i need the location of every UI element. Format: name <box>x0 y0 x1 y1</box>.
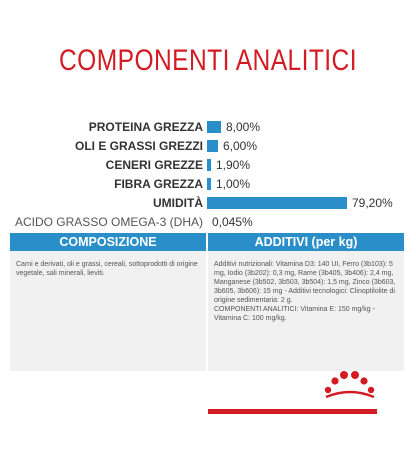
analytics-label: PROTEINA GREZZA <box>88 120 203 134</box>
analytics-value: 79,20% <box>352 196 393 210</box>
analytics-value: 0,045% <box>212 215 253 229</box>
analytics-value: 6,00% <box>223 139 258 153</box>
composition-panel <box>10 251 206 371</box>
analytics-bar <box>207 159 211 171</box>
footer-red-bar <box>208 409 377 414</box>
composition-text: Carni e derivati, oli e grassi, cereali, sottoprodotti di origine vegetale, sali minerali, lieviti. <box>16 261 198 277</box>
analytics-label: ACIDO GRASSO OMEGA-3 (DHA) <box>14 215 203 229</box>
analytics-bar <box>207 121 221 133</box>
analytics-value: 1,90% <box>216 158 251 172</box>
analytics-label: UMIDITÀ <box>153 196 203 210</box>
analytics-row <box>0 118 416 136</box>
analytics-bar <box>207 197 347 209</box>
analytics-bar <box>207 178 211 190</box>
additives-panel <box>208 251 404 371</box>
analytics-row <box>0 156 416 174</box>
analytics-row <box>0 194 416 212</box>
additives-text: Additivi nutrizionali: Vitamina D3: 140 UI, Ferro (3b103): 5 mg, Iodio (3b202): 0,3 mg, Rame (3b405, 3b406): 2,4 mg, Manganese (3b502, 3b503, 3b504): 1,5 mg, Zinco (3b603, 3b605, 3b606): 15 mg - Additivi tecnologici: Clinoptilolite di origine sedimentaria: 2 g. COMPONENTI ANALITICI: Vitamina E: 150 mg/kg - Vitamina C: 100 mg/kg. <box>214 261 396 322</box>
analytics-label: OLI E GRASSI GREZZI <box>74 139 203 153</box>
composition-heading: COMPOSIZIONE <box>10 233 206 251</box>
analytics-label: FIBRA GREZZA <box>114 177 203 191</box>
analytics-row <box>0 137 416 155</box>
page-title: COMPONENTI ANALITICI <box>59 44 357 77</box>
analytics-value: 1,00% <box>216 177 251 191</box>
analytics-row <box>0 213 416 231</box>
analytics-label: CENERI GREZZE <box>105 158 203 172</box>
analytics-row <box>0 175 416 193</box>
analytics-bar <box>207 140 218 152</box>
analytics-value: 8,00% <box>226 120 261 134</box>
additives-heading: ADDITIVI (per kg) <box>208 233 404 251</box>
royal-canin-crown-icon <box>322 370 378 400</box>
